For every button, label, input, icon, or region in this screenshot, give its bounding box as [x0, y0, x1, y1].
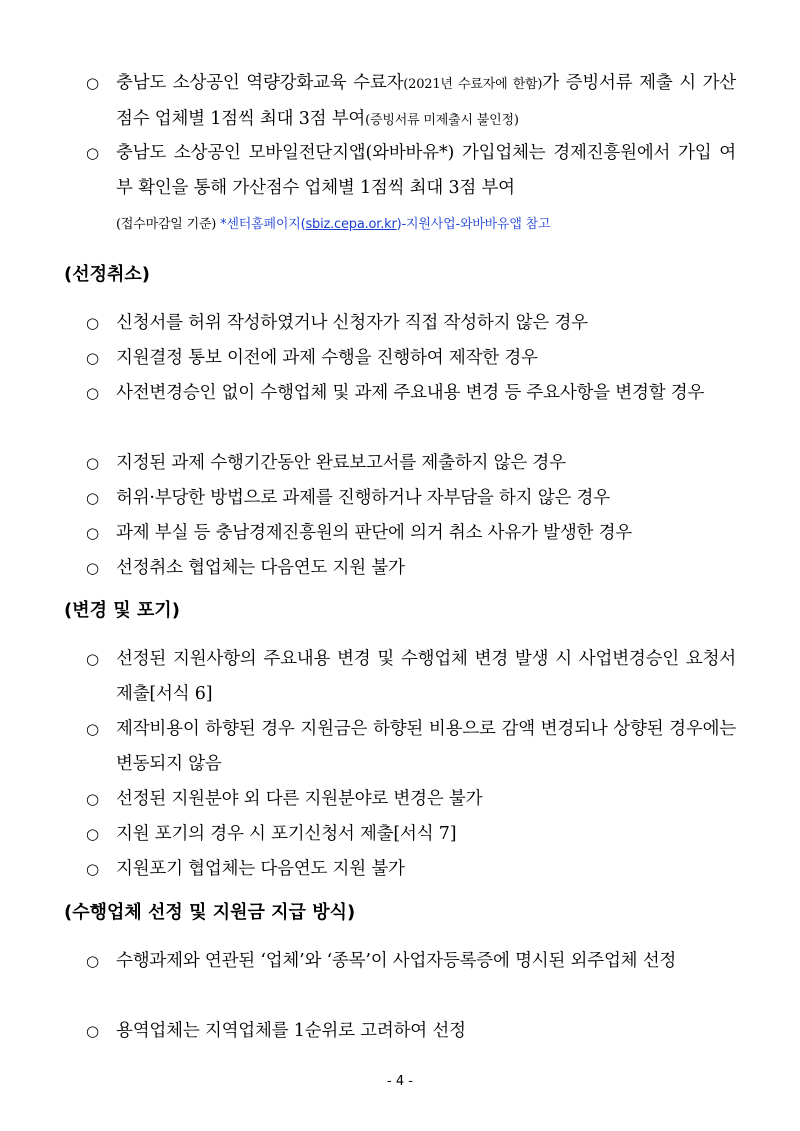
section-heading-contractor: (수행업체 선정 및 지원금 지급 방식): [64, 902, 356, 923]
bonus-item-education-text: 충남도 소상공인 역량강화교육 수료자: [116, 73, 404, 93]
bullet-icon: ○: [86, 860, 99, 878]
page-number: - 4 -: [387, 1074, 413, 1089]
list-item: ○ 선정된 지원분야 외 다른 지원분야로 변경은 불가: [86, 782, 736, 817]
bonus-item-mobile-app-text: 충남도 소상공인 모바일전단지앱(와바바유*) 가입업체는 경제진흥원에서 가입 여부 확인을 통해 가산점수 업체별 1점씩 최대 3점 부여: [116, 143, 736, 198]
list-item: ○ 용역업체는 지역업체를 1순위로 고려하여 선정: [86, 1014, 736, 1049]
list-item: ○ 선정된 지원사항의 주요내용 변경 및 수행업체 변경 발생 시 사업변경승인 요청서 제출[서식 6]: [86, 642, 736, 712]
list-item: ○ 제작비용이 하향된 경우 지원금은 하향된 비용으로 감액 변경되나 상향된 경우에는 변동되지 않음: [86, 712, 736, 782]
list-item: ○ 과제 부실 등 충남경제진흥원의 판단에 의거 취소 사유가 발생한 경우: [86, 516, 736, 551]
bullet-icon: ○: [86, 825, 99, 843]
bullet-icon: ○: [86, 650, 99, 668]
list-item: ○ 사전변경승인 없이 수행업체 및 과제 주요내용 변경 등 주요사항을 변경할 경우: [86, 376, 736, 411]
bonus-item-mobile-app-note: (접수마감일 기준): [116, 217, 217, 232]
section-heading-cancellation: (선정취소): [64, 264, 151, 285]
bullet-icon: ○: [86, 384, 99, 402]
bullet-icon: ○: [86, 144, 99, 162]
bullet-icon: ○: [86, 314, 99, 332]
bullet-icon: ○: [86, 524, 99, 542]
bonus-item-education-text-2: 가 증빙서류 제출 시 가산점수 업체별 1점씩 최대 3점 부여: [116, 73, 736, 129]
bullet-icon: ○: [86, 74, 99, 92]
list-item: ○ 선정취소 협업체는 다음연도 지원 불가: [86, 551, 736, 586]
bonus-item-mobile-app: [86, 136, 736, 242]
bullet-icon: ○: [86, 790, 99, 808]
list-item: ○ 허위·부당한 방법으로 과제를 진행하거나 자부담을 하지 않은 경우: [86, 481, 736, 516]
list-item: ○ 신청서를 허위 작성하였거나 신청자가 직접 작성하지 않은 경우: [86, 306, 736, 341]
bullet-icon: ○: [86, 1022, 99, 1040]
bullet-icon: ○: [86, 454, 99, 472]
website-link[interactable]: sbiz.cepa.or.kr: [305, 217, 397, 232]
section-heading-change: (변경 및 포기): [64, 600, 180, 621]
bullet-icon: ○: [86, 720, 99, 738]
website-note: *센터홈페이지(sbiz.cepa.or.kr)-지원사업-와바바유앱 참고: [216, 217, 551, 232]
bonus-item-education-note: (2021년 수료자에 한함): [403, 77, 543, 92]
bullet-icon: ○: [86, 349, 99, 367]
list-item: ○ 수행과제와 연관된 ‘업체’와 ‘종목’이 사업자등록증에 명시된 외주업체 선정: [86, 944, 736, 979]
list-item: ○ 지원포기 협업체는 다음연도 지원 불가: [86, 852, 736, 887]
list-item: ○ 지원 포기의 경우 시 포기신청서 제출[서식 7]: [86, 817, 736, 852]
list-item: ○ 지원결정 통보 이전에 과제 수행을 진행하여 제작한 경우: [86, 341, 736, 376]
bullet-icon: ○: [86, 489, 99, 507]
bonus-item-education-note-2: (증빙서류 미제출시 불인정): [365, 113, 519, 128]
bullet-icon: ○: [86, 559, 99, 577]
bonus-item-education: [86, 66, 736, 138]
bullet-icon: ○: [86, 952, 99, 970]
list-item: ○ 지정된 과제 수행기간동안 완료보고서를 제출하지 않은 경우: [86, 446, 736, 481]
